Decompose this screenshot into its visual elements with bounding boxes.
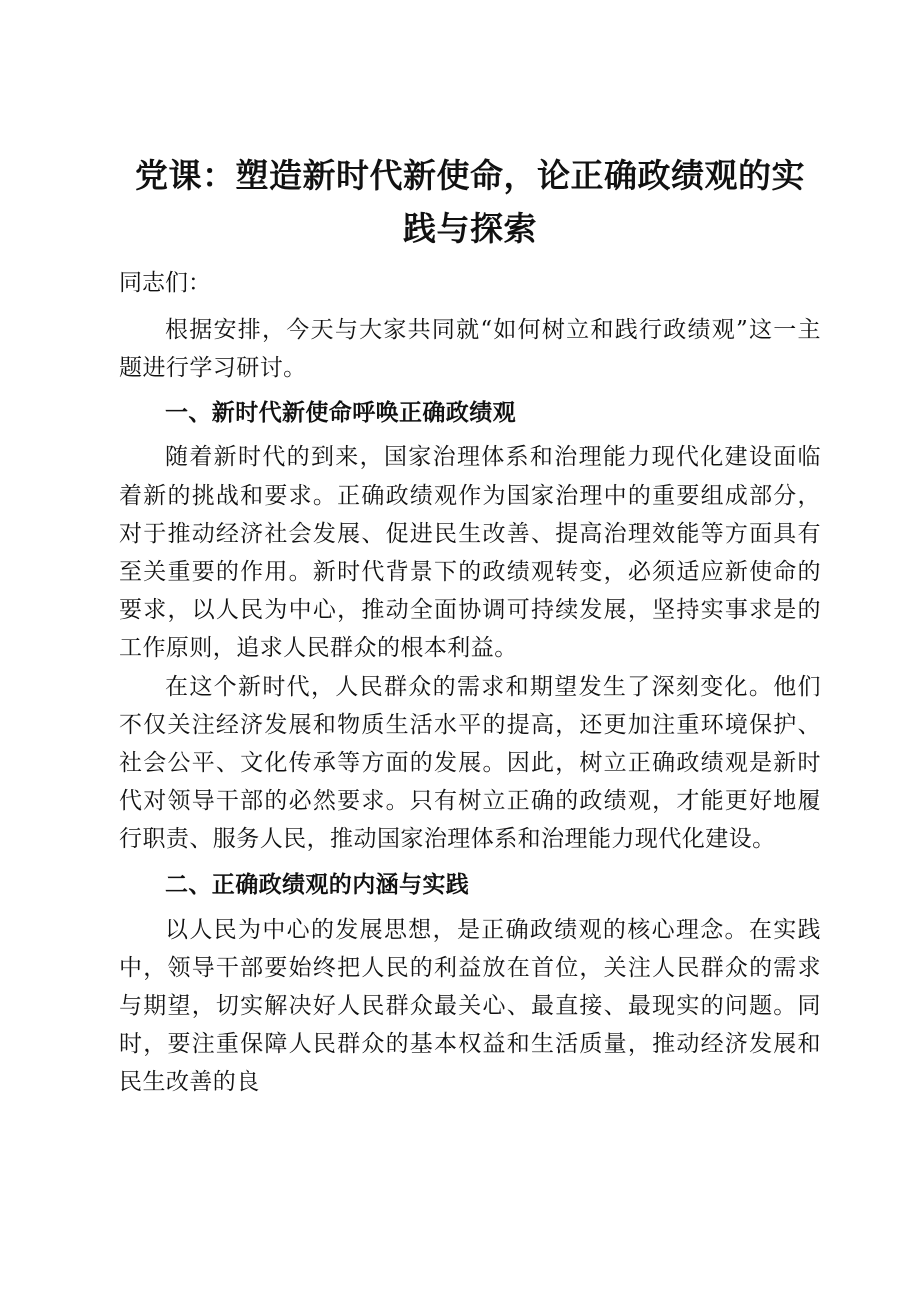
- section-2-paragraph-1: 以人民为中心的发展思想，是正确政绩观的核心理念。在实践中，领导干部要始终把人民的利益放在首位，关注人民群众的需求与期望，切实解决好人民群众最关心、最直接、最现实的问题。同时，要注重保障人民群众的基本权益和生活质量，推动经济发展和民生改善的良: [119, 916, 821, 1096]
- salutation: 同志们：: [119, 270, 211, 296]
- document-page: [119, 0, 821, 1102]
- section-1-paragraph-2: 在这个新时代，人民群众的需求和期望发生了深刻变化。他们不仅关注经济发展和物质生活水平的提高，还更加注重环境保护、社会公平、文化传承等方面的发展。因此，树立正确政绩观是新时代对领导干部的必然要求。只有树立正确的政绩观，才能更好地履行职责、服务人民，推动国家治理体系和治理能力现代化建设。: [119, 673, 821, 853]
- section-1-paragraph-1: 随着新时代的到来，国家治理体系和治理能力现代化建设面临着新的挑战和要求。正确政绩观作为国家治理中的重要组成部分，对于推动经济社会发展、促进民生改善、提高治理效能等方面具有至关重要的作用。新时代背景下的政绩观转变，必须适应新使命的要求，以人民为中心，推动全面协调可持续发展，坚持实事求是的工作原则，追求人民群众的根本利益。: [119, 444, 821, 662]
- section-2-heading: 二、正确政绩观的内涵与实践: [165, 871, 470, 898]
- intro-paragraph: 根据安排，今天与大家共同就“如何树立和践行政绩观”这一主题进行学习研讨。: [119, 317, 821, 382]
- section-1-heading: 一、新时代新使命呼唤正确政绩观: [165, 400, 516, 427]
- document-title: 党课：塑造新时代新使命，论正确政绩观的实践与探索: [135, 156, 805, 248]
